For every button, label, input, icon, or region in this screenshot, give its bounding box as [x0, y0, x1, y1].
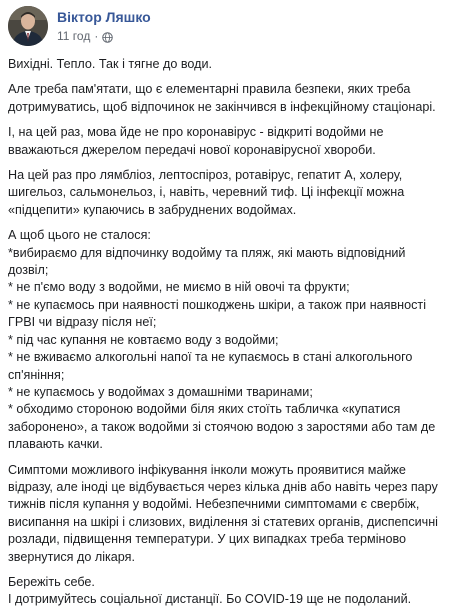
post-paragraph	[8, 167, 464, 219]
post-text-line: дозвіл;	[8, 263, 49, 278]
post-text-line: шигельоз, сальмонельоз, і, навіть, черевний тиф. Ці інфекції можна	[8, 185, 405, 200]
post-text-line: На цей раз про лямбліоз, лептоспіроз, ротавірус, гепатит А, холеру,	[8, 168, 403, 183]
post-paragraph	[8, 227, 464, 453]
post-body	[8, 56, 464, 609]
post-header	[8, 6, 464, 54]
post-paragraph	[8, 81, 464, 116]
post-text-line: дотримуватись, щоб відпочинок не закінчився в інфекційному стаціонарі.	[8, 99, 436, 114]
post-text-line: розлади, підвищення температури. У цих випадках треба терміново	[8, 532, 407, 547]
post-text-line: * не купаємось у водоймах з домашніми тваринами;	[8, 384, 313, 399]
post-paragraph	[8, 124, 464, 159]
post-text-line: І, на цей раз, мова йде не про коронавірус - відкриті водойми не	[8, 125, 384, 140]
post-paragraph	[8, 56, 464, 73]
post-paragraph	[8, 574, 464, 609]
post-subline	[57, 28, 151, 44]
post-text-line: * не п'ємо воду з водойми, не миємо в ній овочі та фрукти;	[8, 280, 350, 295]
post-text-line: *вибираємо для відпочинку водойму та пляж, які мають відповідний	[8, 245, 406, 260]
post-text-line: сп'яніння;	[8, 367, 65, 382]
post-text-line: Симптоми можливого інфікування інколи можуть проявитися майже	[8, 462, 406, 477]
avatar-portrait-icon	[8, 6, 48, 46]
post-text-line: звернутися до лікаря.	[8, 549, 135, 564]
post-text-line: А щоб цього не сталося:	[8, 228, 151, 243]
post-meta	[57, 6, 151, 44]
post-text-line: * під час купання не ковтаємо воду з водойми;	[8, 332, 279, 347]
post-timestamp[interactable]: 11 год	[57, 29, 91, 43]
avatar[interactable]	[8, 6, 48, 46]
post-text-line: * не вживаємо алкогольні напої та не купаємось в стані алкогольного	[8, 350, 413, 365]
post-text-line: вважаються джерелом передачі нової коронавірусної хвороби.	[8, 142, 376, 157]
post-text-line: відразу, але іноді це відбувається через кілька днів або навіть через пару	[8, 479, 438, 494]
globe-icon[interactable]	[102, 31, 113, 42]
post-text-line: Вихідні. Тепло. Так і тягне до води.	[8, 57, 213, 71]
post-text-line: «підцепити» купаючись в забруднених водоймах.	[8, 202, 297, 217]
post-text-line: тижнів після купання у водоймі. Небезпечними симптомами є свербіж,	[8, 497, 420, 512]
post-text-line: висипання на шкірі і слизових, виділення зі статевих органів, диспепсичні	[8, 514, 438, 529]
author-name[interactable]: Віктор Ляшко	[57, 9, 151, 25]
post-text-line: плавають качки.	[8, 437, 103, 452]
post-text-line: Але треба пам'ятати, що є елементарні правила безпеки, яких треба	[8, 82, 411, 97]
post-text-line: * обходимо стороною водойми біля яких стоїть табличка «купатися	[8, 402, 401, 417]
post-text-line: Бережіть себе.	[8, 574, 95, 589]
post-text-line: * не купаємось при наявності пошкоджень шкіри, а також при наявності	[8, 297, 426, 312]
post-text-line: заборонено», а також водойми зі стоячою водою з заростями або там де	[8, 419, 436, 434]
post-text-line: І дотримуйтесь соціальної дистанції. Бо COVID-19 ще не подоланий.	[8, 592, 412, 607]
post-paragraph	[8, 462, 464, 566]
post-text-line: ГРВІ чи відразу після неї;	[8, 315, 157, 330]
separator-dot: ·	[94, 29, 99, 43]
